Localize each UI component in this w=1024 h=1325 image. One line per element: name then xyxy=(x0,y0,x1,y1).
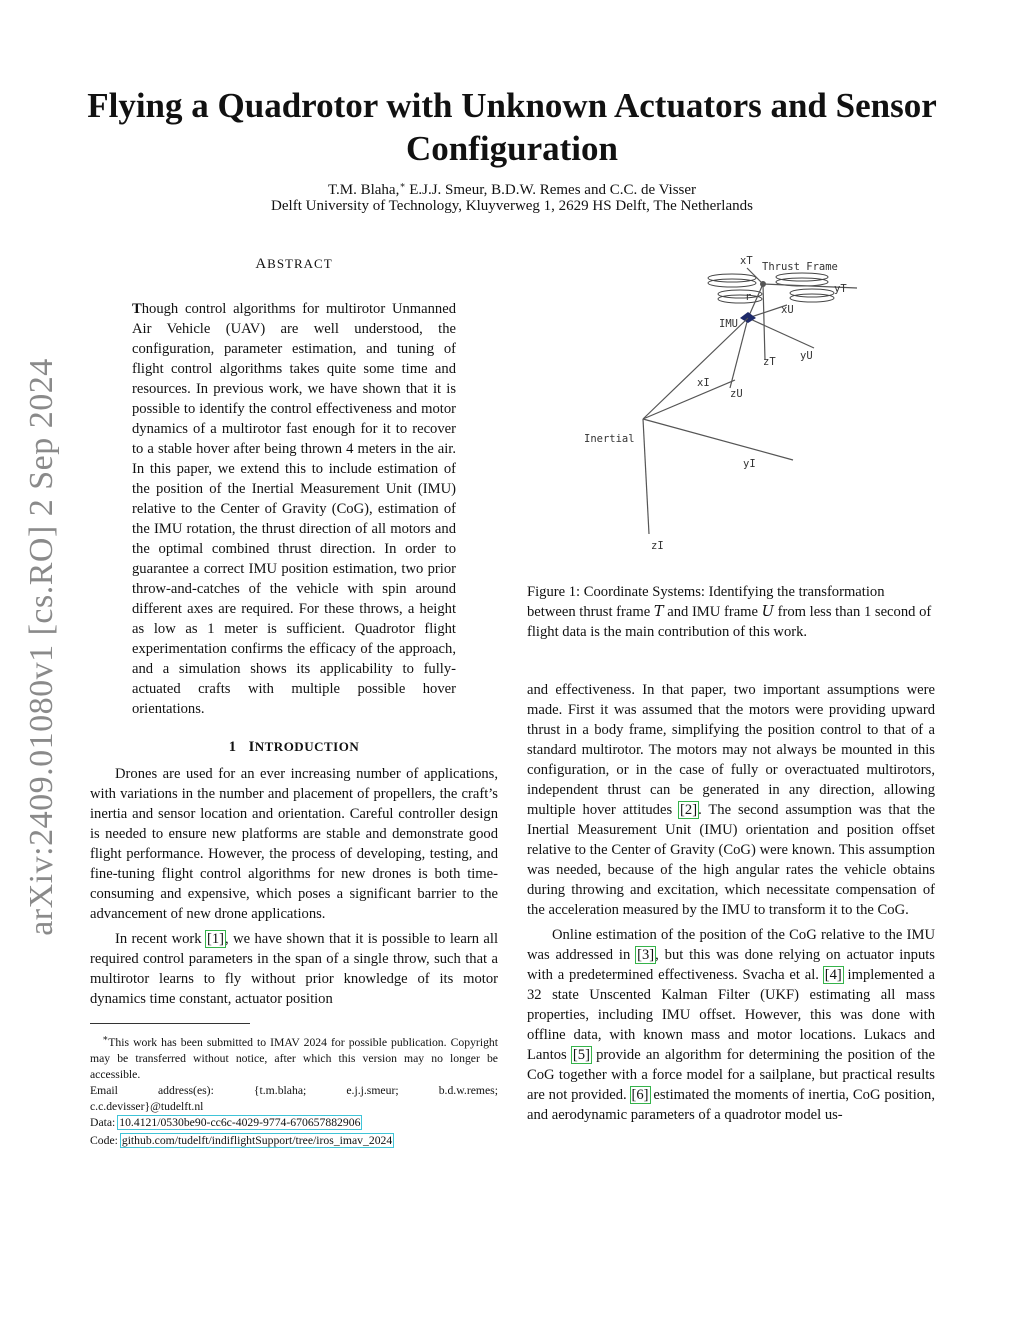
citation-5[interactable]: [5] xyxy=(572,1047,590,1063)
footnote-email-row: Email address(es): {t.m.blaha; e.j.j.smeur; b.d.w.remes; xyxy=(90,1083,498,1097)
left-column xyxy=(90,252,498,1149)
label-xU: xU xyxy=(781,304,794,316)
arxiv-id-text: arXiv:2409.01080v1 [cs.RO] 2 Sep 2024 xyxy=(23,358,60,936)
imu-marker-icon xyxy=(740,312,756,323)
yU-axis xyxy=(748,318,814,348)
xI-axis xyxy=(643,380,735,419)
affiliation: Delft University of Technology, Kluyverweg 1, 2629 HS Delft, The Netherlands xyxy=(271,198,753,214)
label-xT: xT xyxy=(740,255,753,267)
label-zU: zU xyxy=(730,388,743,400)
citation-3[interactable]: [3] xyxy=(637,947,655,963)
abstract-body xyxy=(132,299,456,719)
zI-axis xyxy=(643,419,649,534)
footnote-rule xyxy=(90,1023,250,1024)
figure-1-coordinate-systems xyxy=(527,252,935,552)
label-zT: zT xyxy=(763,356,776,368)
section-number: 1 xyxy=(228,739,237,755)
abstract-heading: ABSTRACT xyxy=(255,256,333,272)
abstract-lead-letter: T xyxy=(132,301,142,317)
zT-axis xyxy=(763,284,765,360)
right-column xyxy=(527,252,935,1125)
propeller-icons xyxy=(708,273,834,303)
label-zI: zI xyxy=(651,540,664,552)
data-doi-link[interactable]: 10.4121/0530be90-cc6c-4029-9774-670657882906 xyxy=(119,1115,361,1129)
inertial-to-imu-line xyxy=(643,318,748,419)
figure-1-caption: Figure 1: Coordinate Systems: Identifying the transformation between thrust frame T and IMU frame U from less than 1 second of flight data is the main contribution of this work. xyxy=(527,584,932,640)
label-inertial: Inertial xyxy=(584,433,635,445)
citation-1[interactable]: [1] xyxy=(207,931,225,947)
citation-4[interactable]: [4] xyxy=(824,967,842,983)
right-paragraph-1: and effectiveness. In that paper, two important assumptions were made. First it was assumed that the motors were providing upward thrust in a body frame, simplifying the position control to that of a standard multirotor. The motors may not always be mounted in this configuration, or in the case of fully or overactuated multirotors, independent thrust can be generated in any direction, allowing multiple hover attitudes [2]. The second assumption was that the Inertial Measurement Unit (IMU) orientation and position offset relative to the Center of Gravity (CoG) were known. This assumption was needed, because of the high angular rates the vehicle obtains during throwing and excitation, which necessitate compensation of the acceleration measured by the IMU to transform it to the CoG. xyxy=(527,682,936,918)
other-authors: E.J.J. Smeur, B.D.W. Remes and C.C. de Visser xyxy=(405,182,697,198)
section-heading-introduction: 1 INTRODUCTION xyxy=(228,739,360,755)
code-repo-link[interactable]: github.com/tudelft/indiflightSupport/tree/iros_imav_2024 xyxy=(121,1133,393,1147)
author-footnote-mark[interactable]: ∗ xyxy=(399,180,406,190)
yI-axis xyxy=(643,419,793,460)
inertial-frame-axes xyxy=(643,318,793,534)
footnote-submission: ∗This work has been submitted to IMAV 2024 for possible publication. Copyright may be transferred without notice, after which this version may no longer be accessible. xyxy=(90,1033,498,1081)
coordinate-systems-diagram xyxy=(567,252,897,552)
arxiv-side-identifier xyxy=(12,358,72,936)
label-yI: yI xyxy=(743,458,756,470)
label-imu: IMU xyxy=(719,318,738,330)
footnote-data: Data: 10.4121/0530be90-cc6c-4029-9774-670657882906 xyxy=(90,1115,361,1129)
right-paragraph-2: Online estimation of the position of the CoG relative to the IMU was addressed in [3], but this was done relying on actuator inputs with a predetermined effectiveness. Svacha et al. [4] implemented a 32 state Unscented Kalman Filter (UKF) estimating all mass properties, including IMU offset. However, this was done with offline data, with known mass and motor locations. Lukacs and Lantos [5] provide an algorithm for determining the position of the CoG together with a force model for a sailplane, but practical results are not provided. [6] estimated the moments of inertia, CoG position, and aerodynamic parameters of a quadrotor model us- xyxy=(527,927,936,1123)
citation-6[interactable]: [6] xyxy=(631,1087,649,1103)
first-author: T.M. Blaha, xyxy=(327,182,400,198)
footnote-email-end: c.c.devisser}@tudelft.nl xyxy=(90,1099,204,1113)
intro-paragraph-2: In recent work [1], we have shown that it is possible to learn all required control parameters in the span of a single throw, such that a multirotor learns to fly without prior knowledge of its motor dynamics time constant, actuator position xyxy=(90,931,498,1007)
label-r: r xyxy=(745,291,752,303)
label-xI: xI xyxy=(697,377,710,389)
label-thrust-frame: Thrust Frame xyxy=(762,261,838,273)
footnote-code: Code: github.com/tudelft/indiflightSupport/tree/iros_imav_2024 xyxy=(90,1133,393,1147)
citation-2[interactable]: [2] xyxy=(680,802,698,818)
label-yT: yT xyxy=(834,283,847,295)
thrust-origin-icon xyxy=(760,281,766,287)
abstract-text: hough control algorithms for multirotor Unmanned Air Vehicle (UAV) are well understood, the configuration, parameter estimation, and tuning of flight control algorithms takes quite some time and resources. In previous work, we have shown that it is possible to identify the control effectiveness and motor dynamics of a multirotor fast enough for it to recover to a stable hover after being thrown 4 meters in the air. In this paper, we extend this to include estimation of the position of the Inertial Measurement Unit (IMU) relative to the Center of Gravity (CoG), estimation of the IMU rotation, the thrust direction of all motors and the optimal combined thrust direction. In order to guarantee a correct IMU position estimation, two prior throw-and-catches of the vehicle with spin around different axes are required. For these throws, a height as low as 1 meter is sufficient. Quadrotor flight experimentation confirms the efficacy of the approach, and a simulation shows its applicability to fully-actuated crafts with multiple possible hover orientations. xyxy=(132,301,456,717)
paper-title: Flying a Quadrotor with Unknown Actuators and Sensor Configuration xyxy=(87,86,937,168)
label-yU: yU xyxy=(800,350,813,362)
intro-paragraph-1: Drones are used for an ever increasing number of applications, with variations in the number and placement of propellers, the craft’s inertia and sensor location and orientation. Careful controller design is needed to ensure new platforms are stable and demonstrate good flight performance. However, the process of developing, testing, and fine-tuning flight control algorithms for new drones is both time-consuming and expensive, which poses a significant barrier to the advancement of new drone applications. xyxy=(90,766,498,922)
